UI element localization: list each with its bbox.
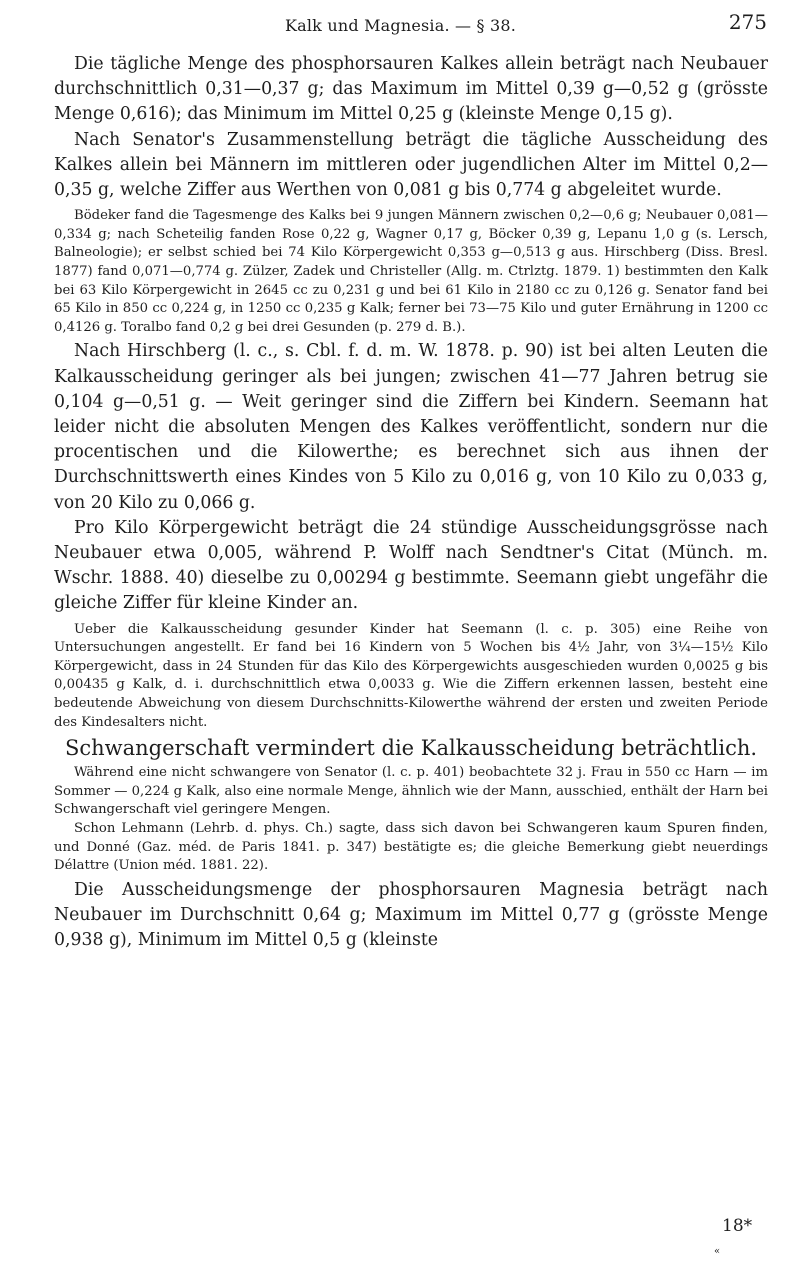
note-seemann-children: Ueber die Kalkausscheidung gesunder Kinder hat Seemann (l. c. p. 305) eine Reihe von Untersuchungen angestellt. Er fand bei 16 Kindern von 5 Wochen bis 4½ Jahr, von 3¼—15½ Kilo Körpergewicht, dass in 24 Stunden für das Kilo des Körpergewichts ausgeschieden wurden 0,0025 g bis 0,00435 g Kalk, d. i. durchschnittlich etwa 0,0033 g. Wie die Ziffern erkennen lassen, besteht eine bedeutende Abweichung von diesem Durchschnitts-Kilowerthe während der ersten und zweiten Periode des Kindesalters nicht. [54,621,768,730]
print-speck: « [714,1246,721,1257]
page-body [54,52,768,953]
signature-mark: 18* [722,1216,753,1236]
note-lehmann: Schon Lehmann (Lehrb. d. phys. Ch.) sagte, dass sich davon bei Schwangeren kaum Spuren finden, und Donné (Gaz. méd. de Paris 1841. p. 347) bestätigte es; die gleiche Bemerkung giebt neuerdings Délattre (Union méd. 1881. 22). [54,820,768,874]
running-title: Kalk und Magnesia. — § 38. [284,16,517,35]
note-senator-pregnancy: Während eine nicht schwangere von Senator (l. c. p. 401) beobachtete 32 j. Frau in 550 cc Harn — im Sommer — 0,224 g Kalk, also eine normale Menge, ähnlich wie der Mann, ausschied, enthält der Harn bei Schwangerschaft viel geringere Mengen. [54,765,768,818]
note-bodeker: Bödeker fand die Tagesmenge des Kalks bei 9 jungen Männern zwischen 0,2—0,6 g; Neubauer 0,081—0,334 g; nach Scheteilig fanden Rose 0,22 g, Wagner 0,17 g, Böcker 0,39 g, Lepanu 1,0 g (s. Lersch, Balneologie); er selbst schied bei 74 Kilo Körpergewicht 0,353 g—0,513 g aus. Hirschberg (Diss. Bresl. 1877) fand 0,071—0,774 g. Zülzer, Zadek und Christeller (Allg. m. Ctrlztg. 1879. 1) bestimmten den Kalk bei 63 Kilo Körpergewicht in 2645 cc zu 0,231 g und bei 61 Kilo in 2180 cc zu 0,126 g. Senator fand bei 65 Kilo in 850 cc 0,224 g, in 1250 cc 0,235 g Kalk; ferner bei 73—75 Kilo und guter Ernährung in 1200 cc 0,4126 g. Toralbo fand 0,2 g bei drei Gesunden (p. 279 d. B.). [54,208,768,335]
page-number: 275 [728,10,767,34]
page-header [0,10,801,46]
paragraph-senator: Nach Senator's Zusammenstellung beträgt die tägliche Ausscheidung des Kalkes allein bei Männern im mittleren oder jugendlichen Alter im Mittel 0,2—0,35 g, welche Ziffer aus Werthen von 0,081 g bis 0,774 g abgeleitet wurde. [54,129,768,201]
paragraph-magnesia: Die Ausscheidungsmenge der phosphorsauren Magnesia beträgt nach Neubauer im Durchschnitt 0,64 g; Maximum im Mittel 0,77 g (grösste Menge 0,938 g), Minimum im Mittel 0,5 g (kleinste [54,879,768,951]
paragraph-pro-kilo: Pro Kilo Körpergewicht beträgt die 24 stündige Ausscheidungsgrösse nach Neubauer etwa 0,005, während P. Wolff nach Sendtner's Citat (Münch. m. Wschr. 1888. 40) dieselbe zu 0,00294 g bestimmte. Seemann giebt ungefähr die gleiche Ziffer für kleine Kinder an. [54,517,768,614]
pregnancy-heading: Schwangerschaft vermindert die Kalkausscheidung beträchtlich. [64,736,758,761]
paragraph-hirschberg: Nach Hirschberg (l. c., s. Cbl. f. d. m. W. 1878. p. 90) ist bei alten Leuten die Kalkausscheidung geringer als bei jungen; zwischen 41—77 Jahren betrug sie 0,104 g—0,51 g. — Weit geringer sind die Ziffern bei Kindern. Seemann hat leider nicht die absoluten Mengen des Kalkes veröffentlicht, sondern nur die procentischen und die Kilowerthe; es berechnet sich aus ihnen der Durchschnittswerth eines Kindes von 5 Kilo zu 0,016 g, von 10 Kilo zu 0,033 g, von 20 Kilo zu 0,066 g. [54,341,768,513]
paragraph-phosphate-lime: Die tägliche Menge des phosphorsauren Kalkes allein beträgt nach Neubauer durchschnittlich 0,31—0,37 g; das Maximum im Mittel 0,39 g—0,52 g (grösste Menge 0,616); das Minimum im Mittel 0,25 g (kleinste Menge 0,15 g). [54,54,768,125]
